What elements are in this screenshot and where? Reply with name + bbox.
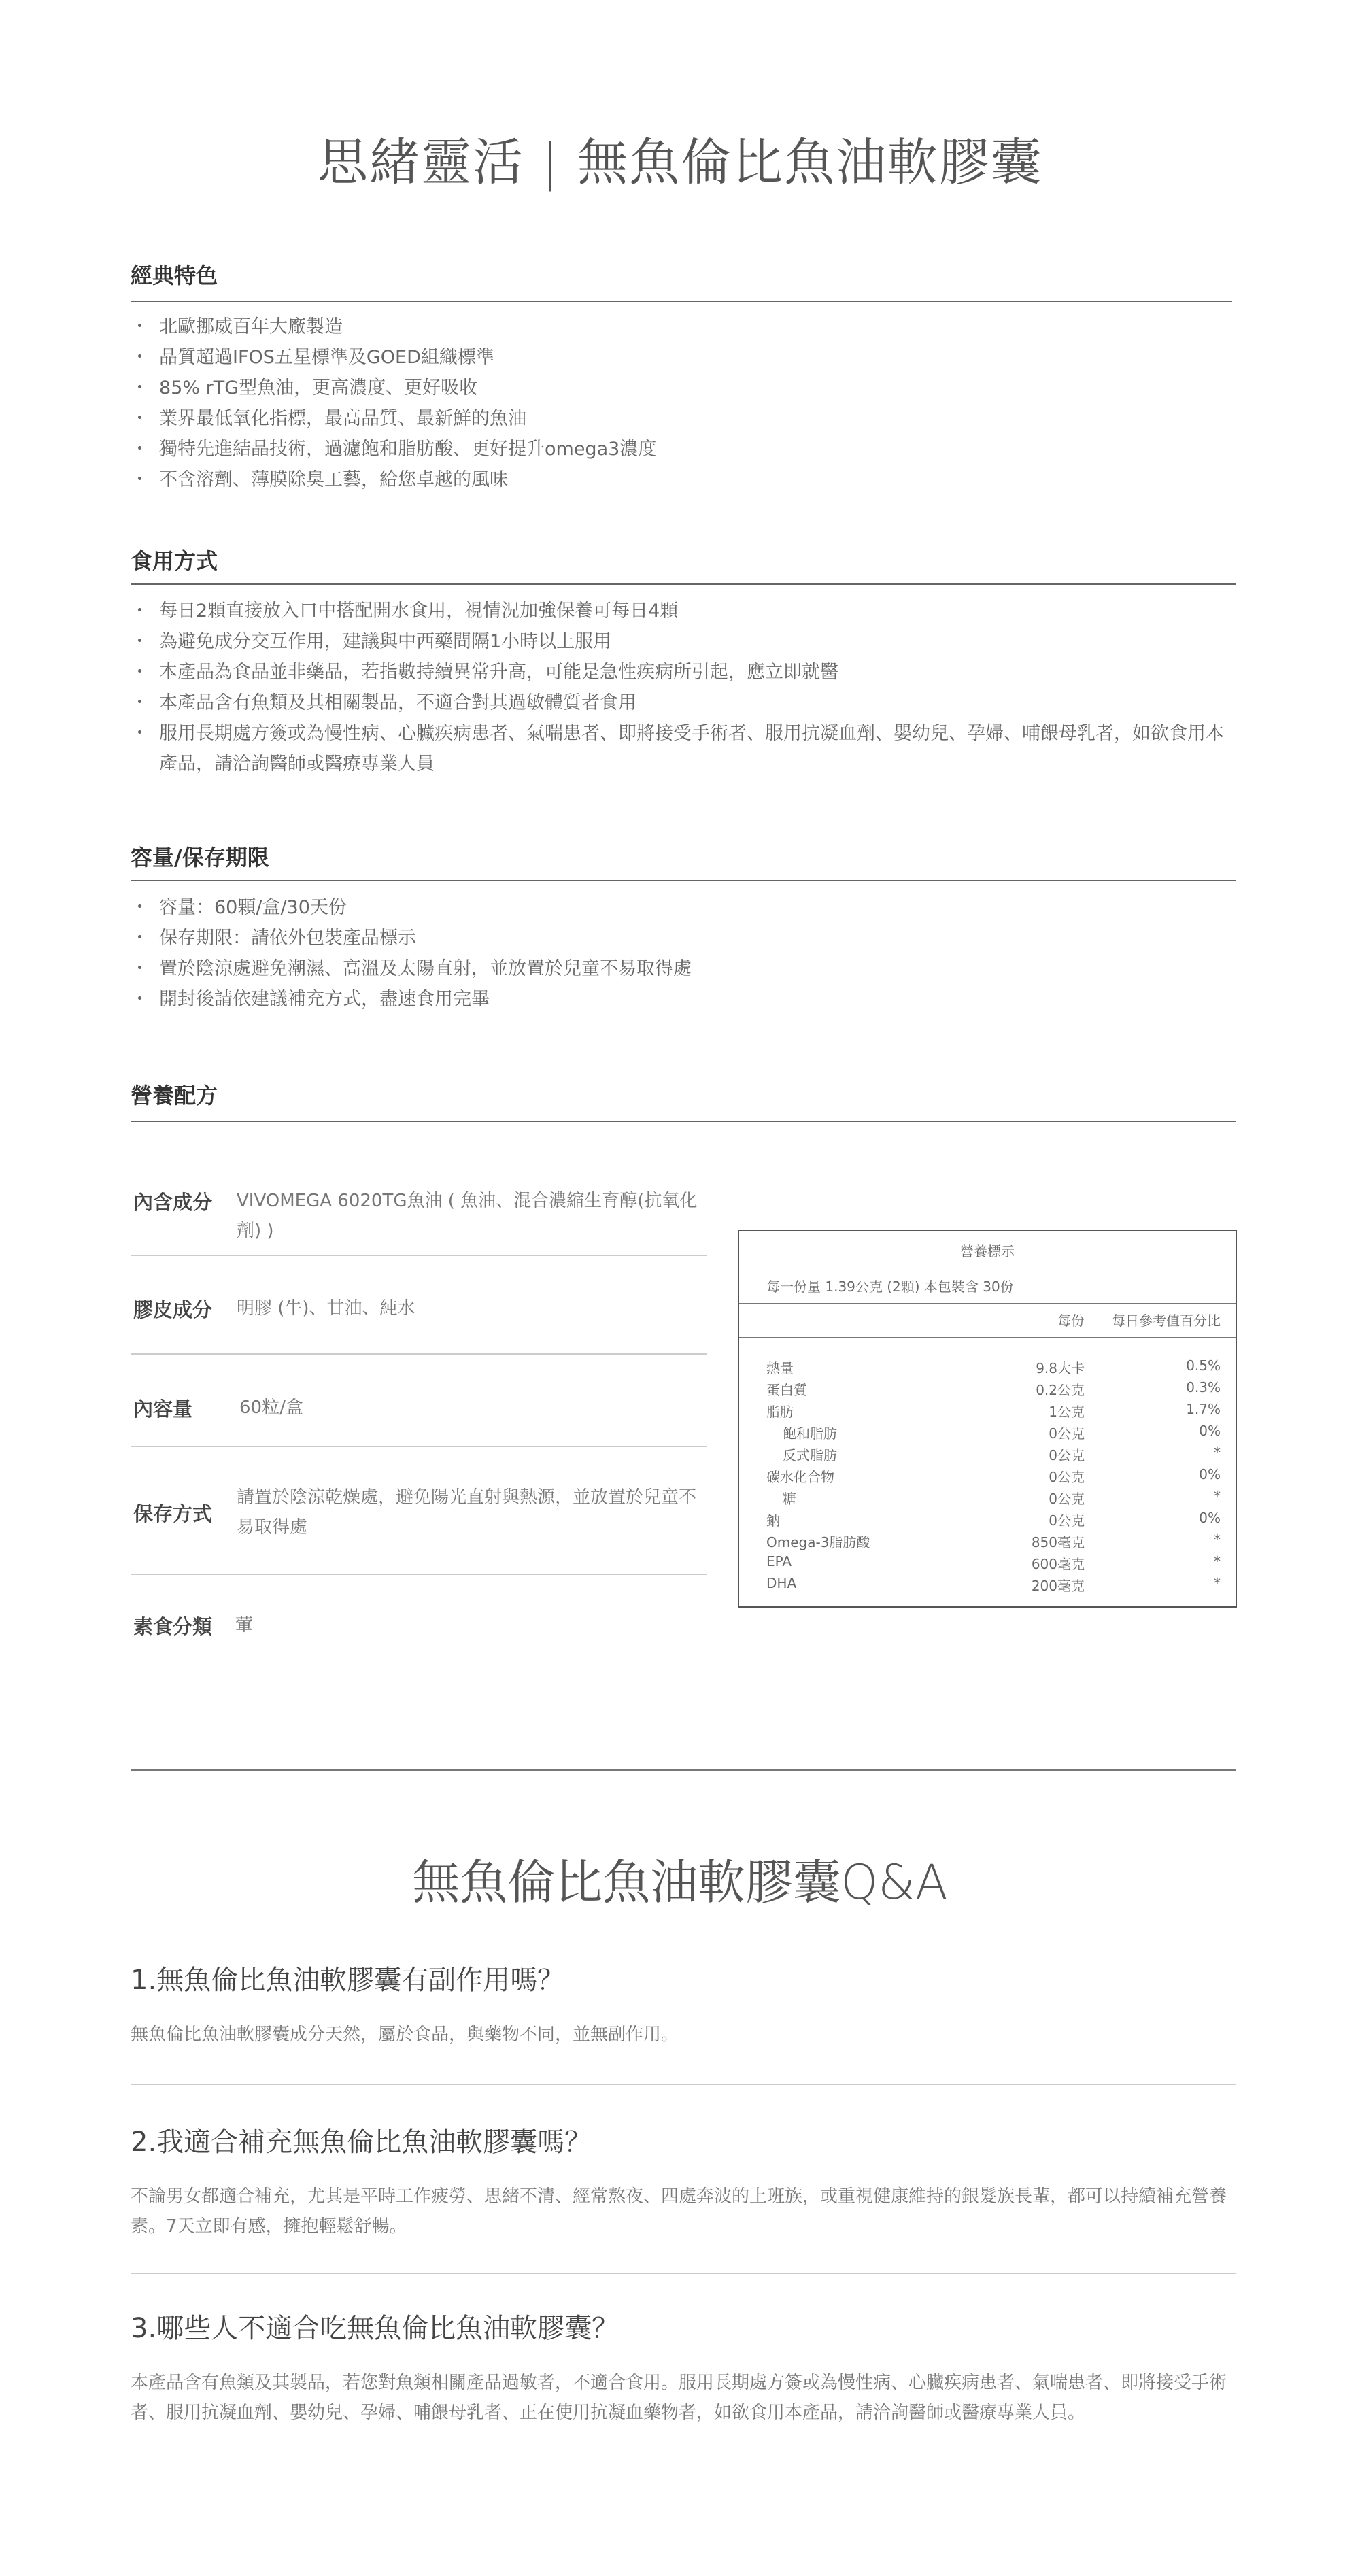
qa-question: 3.哪些人不適合吃無魚倫比魚油軟膠囊？ [131,2313,619,2344]
list-item: ・ 品質超過IFOS五星標準及GOED組織標準 [131,342,1236,373]
spec-value: 請置於陰涼乾燥處，避免陽光直射與熱源，並放置於兒童不易取得處 [237,1487,697,1538]
features-section [131,253,1236,491]
spec-divider [131,1255,707,1256]
spec-label: 保存方式 [133,1502,213,1525]
nutrition-col-daily-value: 每日參考值百分比 [1112,1312,1221,1329]
usage-rule [131,583,1236,585]
nutrition-row: 熱量 9.8大卡 0.5% [766,1357,1221,1376]
qa-answer: 無魚倫比魚油軟膠囊成分天然，屬於食品，與藥物不同，並無副作用。 [131,2024,679,2045]
qa-divider [131,2084,1236,2085]
qa-title: 無魚倫比魚油軟膠囊Q&A [412,1854,948,1910]
nutrition-divider [739,1337,1236,1338]
storage-title: 容量/保存期限 [131,845,269,870]
list-item: ・ 容量：60顆/盒/30天份 [131,892,1236,923]
qa-answer: 本產品含有魚類及其製品，若您對魚類相關產品過敏者，不適合食用。服用長期處方簽或為慢性病、心臟疾病患者、氣喘患者、即將接受手術者、服用抗凝血劑、嬰幼兒、孕婦、哺餵母乳者、正在使用抗凝血藥物者，如欲食用本產品，請洽詢醫師或醫療專業人員。 [131,2373,1227,2423]
list-item: ・ 每日2顆直接放入口中搭配開水食用，視情況加強保養可每日4顆 [131,596,1236,626]
spec-row-content [131,1389,707,1429]
nutrition-row: 蛋白質 0.2公克 0.3% [766,1379,1221,1398]
list-item: ・ 本產品為食品並非藥品，若指數持續異常升高，可能是急性疾病所引起，應立即就醫 [131,657,1236,688]
spec-row-capsule [131,1289,707,1330]
list-item: ・ 本產品含有魚類及其相關製品，不適合對其過敏體質者食用 [131,688,1236,718]
spec-value: VIVOMEGA 6020TG魚油 ( 魚油、混合濃縮生育醇(抗氧化劑) ) [237,1191,698,1241]
features-list [131,311,1236,495]
spec-value: 60粒/盒 [239,1397,303,1418]
list-item: ・ 不含溶劑、薄膜除臭工藝，給您卓越的風味 [131,464,1236,495]
spec-divider [131,1446,707,1447]
spec-label: 內含成分 [133,1191,213,1214]
spec-row-storage [131,1482,707,1550]
nutrition-serving: 每一份量 1.39公克 (2顆) 本包裝含 30份 [766,1278,1014,1295]
spec-label: 膠皮成分 [133,1298,213,1321]
spec-row-vegetarian [131,1606,707,1647]
spec-value: 葷 [235,1615,254,1636]
formula-title: 營養配方 [131,1083,218,1108]
list-item: ・ 保存期限：請依外包裝產品標示 [131,923,1236,953]
nutrition-title: 營養標示 [960,1243,1015,1259]
nutrition-row: 鈉 0公克 0% [766,1510,1221,1529]
nutrition-row: EPA 600毫克 * [766,1553,1221,1572]
usage-list [131,596,1236,779]
qa-answer: 不論男女都適合補充，尤其是平時工作疲勞、思緒不清、經常熬夜、四處奔波的上班族，或重視健康維持的銀髮族長輩，都可以持續補充營養素。7天立即有感，擁抱輕鬆舒暢。 [131,2186,1227,2237]
spec-label: 內容量 [133,1397,193,1421]
nutrition-row: 反式脂肪 0公克 * [783,1444,1221,1463]
list-item: ・ 業界最低氧化指標，最高品質、最新鮮的魚油 [131,403,1236,434]
spec-label: 素食分類 [133,1615,213,1638]
features-rule [131,301,1232,302]
usage-title: 食用方式 [131,548,218,574]
nutrition-row: 脂肪 1公克 1.7% [766,1401,1221,1420]
page-title: 思緒靈活 | 無魚倫比魚油軟膠囊 [318,133,1042,192]
nutrition-row: 糖 0公克 * [783,1488,1221,1507]
features-title: 經典特色 [131,262,218,288]
section-divider [131,1769,1236,1771]
qa-question: 2.我適合補充無魚倫比魚油軟膠囊嗎？ [131,2126,592,2158]
usage-section [131,539,1236,797]
nutrition-row: Omega-3脂肪酸 850毫克 * [766,1531,1221,1550]
spec-divider [131,1574,707,1575]
list-item: ・ 北歐挪威百年大廠製造 [131,311,1236,342]
storage-rule [131,880,1236,881]
qa-divider [131,2273,1236,2274]
list-item: ・ 為避免成分交互作用，建議與中西藥間隔1小時以上服用 [131,626,1236,657]
list-item: ・ 獨特先進結晶技術，過濾飽和脂肪酸、更好提升omega3濃度 [131,434,1236,464]
spec-divider [131,1353,707,1355]
list-item: ・ 置於陰涼處避免潮濕、高溫及太陽直射，並放置於兒童不易取得處 [131,953,1236,984]
nutrition-row: 碳水化合物 0公克 0% [766,1466,1221,1485]
nutrition-row: DHA 200毫克 * [766,1575,1221,1594]
list-item: ・ 服用長期處方簽或為慢性病、心臟疾病患者、氣喘患者、即將接受手術者、服用抗凝血劑、嬰幼兒、孕婦、哺餵母乳者，如欲食用本產品，請洽詢醫師或醫療專業人員 [131,718,1236,779]
nutrition-divider [739,1303,1236,1304]
nutrition-table [738,1230,1237,1608]
list-item: ・ 85% rTG型魚油，更高濃度、更好吸收 [131,373,1236,403]
storage-section [131,835,1236,1039]
formula-section [131,1073,1236,1128]
spec-value: 明膠 (牛)、甘油、純水 [237,1298,415,1319]
nutrition-row: 飽和脂肪 0公克 0% [783,1423,1221,1442]
nutrition-col-per-serving: 每份 [1057,1312,1085,1329]
spec-row-ingredients [131,1182,707,1241]
storage-list [131,892,1236,1015]
qa-question: 1.無魚倫比魚油軟膠囊有副作用嗎？ [131,1965,565,1996]
list-item: ・ 開封後請依建議補充方式，盡速食用完畢 [131,984,1236,1015]
formula-rule [131,1121,1236,1122]
